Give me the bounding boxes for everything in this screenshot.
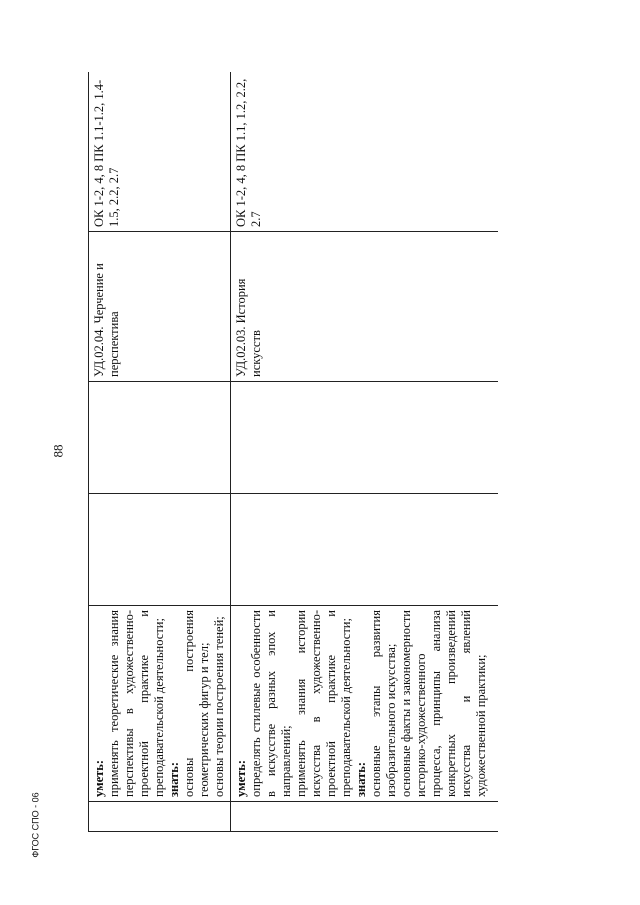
discipline-cell: УД.02.04. Черчение и перспектива [89,232,231,382]
knowledge-item: основы теории построения теней; [212,616,226,797]
skills-knowledge-cell [89,606,231,802]
hours-cell [89,494,231,606]
skills-knowledge-cell [231,606,499,802]
competencies-cell: ОК 1-2, 4, 8 ПК 1.1-1.2, 1.4-1.5, 2.2, 2.7 [89,72,231,232]
skills-heading: уметь: [234,759,248,797]
skills-item: определять стилевые особенности в искусстве разных эпох и направлений; [249,610,293,797]
rotated-table-wrapper [88,72,498,832]
table-row [231,72,499,832]
knowledge-item: основные факты и закономерности историко-художественного процесса, принципы анализа конкретных произведений искусства и явлений художественной практики; [399,610,488,797]
hours-cell [89,382,231,494]
page-number: 88 [50,444,66,458]
hours-cell [231,494,499,606]
competencies-cell: ОК 1-2, 4, 8 ПК 1.1, 1.2, 2.2, 2.7 [231,72,499,232]
skills-heading: уметь: [92,759,106,797]
document-code: ФГОС СПО - 06 [30,792,41,858]
table-area [88,72,498,832]
knowledge-item: основные этапы развития изобразительного искусства; [369,610,398,797]
index-cell [231,802,499,832]
knowledge-heading: знать: [167,761,181,797]
competency-table [88,72,498,832]
discipline-cell: УД.02.03. История искусств [231,232,499,382]
index-cell [89,802,231,832]
table-row [89,72,231,832]
skills-item: применять знания истории искусства в художественно-проектной практике и преподавательской деятельности; [294,610,353,797]
hours-cell [231,382,499,494]
knowledge-heading: знать: [354,761,368,797]
knowledge-item: основы построения геометрических фигур и тел; [182,610,211,797]
skills-item: применять теоретические знания перспективы в художественно-проектной практике и преподавательской деятельности; [107,610,166,797]
